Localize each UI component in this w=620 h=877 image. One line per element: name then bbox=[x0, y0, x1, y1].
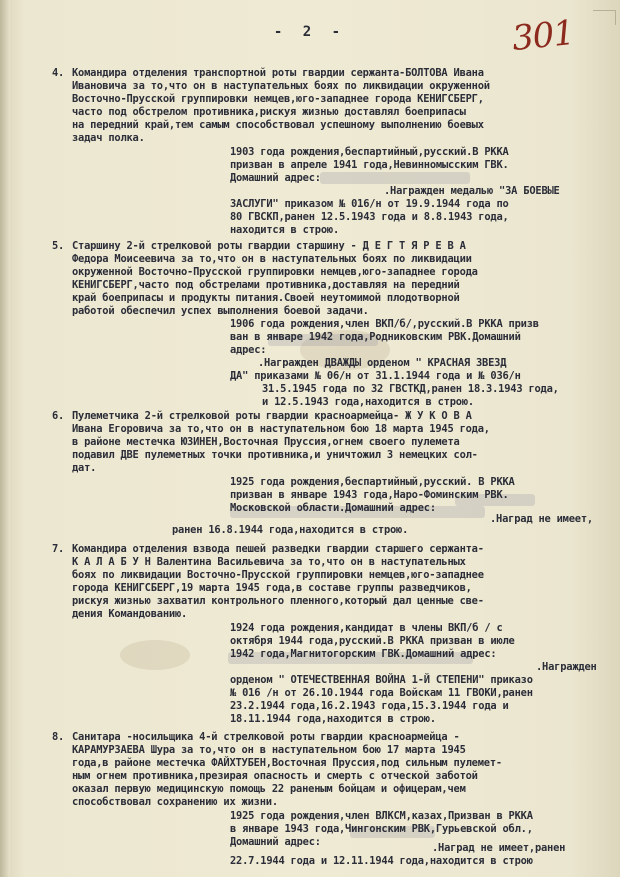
bio-line: ван в январе 1942 года,Родниковским РВК.Домашний bbox=[230, 331, 521, 343]
citation-line: Старшину 2-й стрелковой роты гвардии старшину - Д Е Г Т Я Р Е В А bbox=[72, 240, 466, 252]
citation-line: задач полка. bbox=[72, 132, 145, 144]
citation-line: ным огнем противника,презирая опасность и смерть с отческой заботой bbox=[72, 770, 478, 782]
bio-line: призван в январе 1943 года,Наро-Фоминским РВК. bbox=[230, 489, 509, 501]
award-line: 31.5.1945 года по 32 ГВСТКД,ранен 18.3.1943 года, bbox=[262, 383, 559, 395]
paper-stain bbox=[120, 640, 190, 670]
citation-line: часто под обстрелом противника,рискуя жизнью доставлял боеприпасы bbox=[72, 106, 466, 118]
award-line: .Награжден ДВАЖДЫ орденом " КРАСНАЯ ЗВЕЗД bbox=[258, 357, 507, 369]
citation-line: КЕНИГСБЕРГ,часто под обстрелами противника,доставляя на передний bbox=[72, 279, 460, 291]
award-line: ДА" приказами № 06/н от 31.1.1944 года и № 036/н bbox=[230, 370, 521, 382]
award-line: 22.7.1944 года и 12.11.1944 года,находится в строю bbox=[230, 855, 533, 867]
citation-line: в районе местечка ЮЗИНЕН,Восточная Пруссия,огнем своего пулемета bbox=[72, 436, 460, 448]
award-line: 80 ГВСКП,ранен 12.5.1943 года и 8.8.1943 года, bbox=[230, 211, 509, 223]
award-line: и 12.5.1943 года,находится в строю. bbox=[262, 396, 474, 408]
award-line: .Наград не имеет,ранен bbox=[432, 842, 566, 854]
citation-line: Санитара -носильщика 4-й стрелковой роты гвардии красноармейца - bbox=[72, 731, 460, 743]
citation-line: Федора Моисеевича за то,что он в наступательных боях по ликвидации bbox=[72, 253, 472, 265]
award-line: .Награжден медалью "ЗА БОЕВЫЕ bbox=[384, 185, 560, 197]
bio-line: 1925 года рождения,беспартийный,русский. В РККА bbox=[230, 476, 515, 488]
award-line: 18.11.1944 года,находится в строю. bbox=[230, 713, 436, 725]
award-line: № 016 /н от 26.10.1944 года Войскам 11 ГВОКИ,ранен bbox=[230, 687, 533, 699]
citation-line: Восточно-Прусской группировки немцев,юго-западнее города КЕНИГСБЕРГ, bbox=[72, 93, 484, 105]
citation-line: способствовал сохранению их жизни. bbox=[72, 796, 278, 808]
citation-line: города КЕНИГСБЕРГ,19 марта 1945 года,в составе группы разведчиков, bbox=[72, 582, 472, 594]
citation-line: оказал первую медицинскую помощь 22 раненым бойцам и офицерам,чем bbox=[72, 783, 466, 795]
citation-line: Ивановича за то,что он в наступательных боях по ликвидации окруженной bbox=[72, 80, 490, 92]
bio-line: 1942 года,Магнитогорским ГВК.Домашний адрес: bbox=[230, 648, 497, 660]
bio-line: 1903 года рождения,беспартийный,русский.В РККА bbox=[230, 146, 509, 158]
redacted-address bbox=[320, 172, 470, 184]
citation-line: край боеприпасы и продукты питания.Своей неутомимой плодотворной bbox=[72, 292, 460, 304]
bio-line: Домашний адрес: bbox=[230, 172, 321, 184]
award-line: орденом " ОТЕЧЕСТВЕННАЯ ВОЙНА 1-Й СТЕПЕНИ" приказо bbox=[230, 674, 533, 686]
citation-line: рискуя жизнью захватил контрольного пленного,который дал ценные све- bbox=[72, 595, 484, 607]
bio-line: 1924 года рождения,кандидат в члены ВКП/б / с bbox=[230, 622, 503, 634]
citation-line: Командира отделения взвода пешей разведки гвардии старшего сержанта- bbox=[72, 543, 484, 555]
bio-line: октября 1944 года,русский.В РККА призван в июле bbox=[230, 635, 515, 647]
paper-corner-fold bbox=[593, 10, 616, 25]
bio-line: призван в апреле 1941 года,Невинномысским ГВК. bbox=[230, 159, 509, 171]
page-number: - 2 - bbox=[273, 24, 347, 40]
award-line: ранен 16.8.1944 года,находится в строю. bbox=[172, 524, 409, 536]
citation-line: года,в районе местечка ФАЙХТУБЕН,Восточная Пруссия,под сильным пулемет- bbox=[72, 757, 502, 769]
entry-number: 5. bbox=[52, 240, 65, 252]
bio-line: 1906 года рождения,член ВКП/б/,русский.В РККА призв bbox=[230, 318, 539, 330]
citation-line: Пулеметчика 2-й стрелковой роты гвардии красноармейца- Ж У К О В А bbox=[72, 410, 472, 422]
award-line: находится в строю. bbox=[230, 224, 340, 236]
bio-line: адрес: bbox=[230, 344, 267, 356]
citation-line: Командира отделения транспортной роты гвардии сержанта-БОЛТОВА Ивана bbox=[72, 67, 484, 79]
citation-line: подавил ДВЕ пулеметных точки противника,и уничтожил 3 немецких сол- bbox=[72, 449, 478, 461]
award-line: .Награжден bbox=[536, 661, 597, 673]
bio-line: Московской области.Домашний адрес: bbox=[230, 502, 436, 514]
entry-number: 7. bbox=[52, 543, 65, 555]
award-line: ЗАСЛУГИ" приказом № 016/н от 19.9.1944 года по bbox=[230, 198, 509, 210]
entry-number: 4. bbox=[52, 67, 65, 79]
bio-line: в январе 1943 года,Чингонским РВК,Гурьевской обл., bbox=[230, 823, 533, 835]
entry-number: 8. bbox=[52, 731, 65, 743]
citation-line: дения Командованию. bbox=[72, 608, 188, 620]
citation-line: КАРАМУРЗАЕВА Шура за то,что он в наступательном бою 17 марта 1945 bbox=[72, 744, 466, 756]
citation-line: Ивана Егоровича за то,что он в наступательном бою 18 марта 1945 года, bbox=[72, 423, 490, 435]
award-line: 23.2.1944 года,16.2.1943 года,15.3.1944 года и bbox=[230, 700, 509, 712]
citation-line: боях по ликвидации Восточно-Прусской группировки немцев,юго-западнее bbox=[72, 569, 484, 581]
citation-line: окруженной Восточно-Прусской группировки немцев,юго-западнее города bbox=[72, 266, 478, 278]
award-line: .Наград не имеет, bbox=[490, 513, 593, 525]
entry-number: 6. bbox=[52, 410, 65, 422]
bio-line: 1925 года рождения,член ВЛКСМ,казах,Призван в РККА bbox=[230, 810, 533, 822]
citation-line: работой обеспечил успех выполнения боевой задачи. bbox=[72, 305, 369, 317]
citation-line: дат. bbox=[72, 462, 97, 474]
paper-edge bbox=[0, 0, 10, 877]
citation-line: на передний край,тем самым способствовал успешному выполнению боевых bbox=[72, 119, 484, 131]
bio-line: Домашний адрес: bbox=[230, 836, 321, 848]
handwritten-archive-number: 301 bbox=[510, 12, 576, 60]
citation-line: К А Л А Б У Н Валентина Васильевича за то,что он в наступательных bbox=[72, 556, 466, 568]
